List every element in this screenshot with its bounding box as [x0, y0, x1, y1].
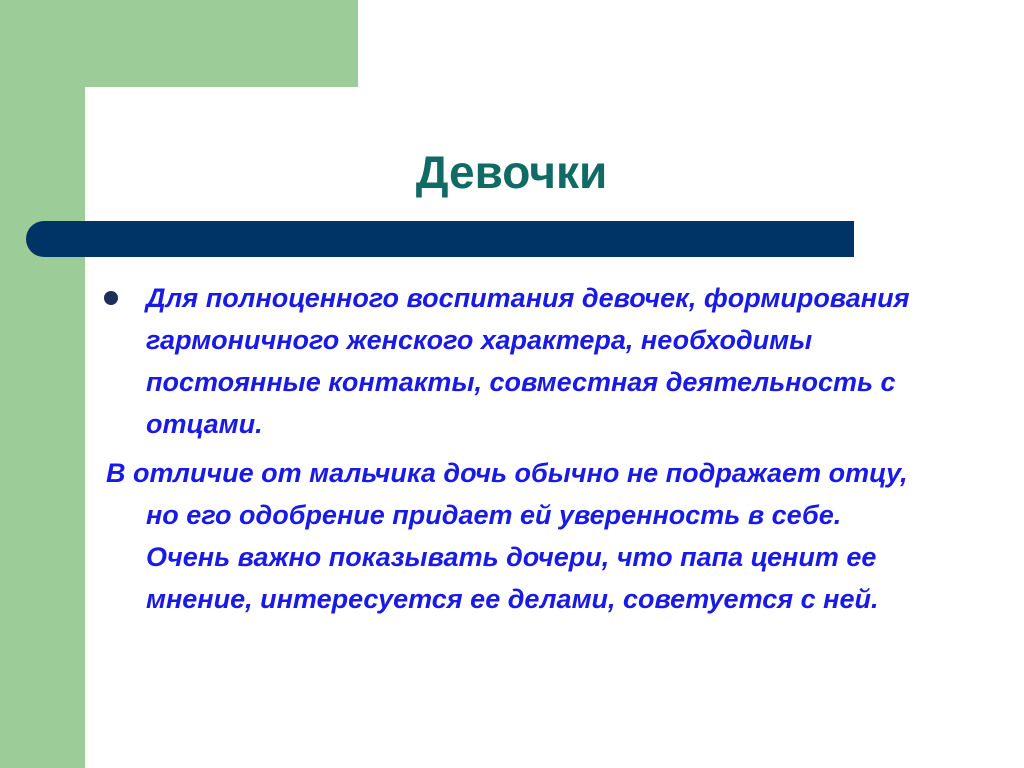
paragraph-text: Для полноценного воспитания девочек, формирования гармоничного женского характера, необходимы постоянные контакты, совместная деятельность с отцами. [146, 283, 910, 439]
title-underline-bar [26, 221, 854, 257]
green-side-strip [0, 0, 85, 768]
slide-body [106, 277, 926, 627]
slide-title: Девочки [415, 146, 608, 198]
bullet-dot-icon [104, 291, 118, 305]
body-paragraph [106, 452, 926, 620]
bullet-paragraph [106, 277, 926, 445]
green-top-block [0, 0, 358, 87]
paragraph-text: В отличие от мальчика дочь обычно не подражает отцу, но его одобрение придает ей уверенность в себе. Очень важно показывать дочери, что папа ценит ее мнение, интересуется ее делами, советуется с ней. [106, 458, 908, 614]
